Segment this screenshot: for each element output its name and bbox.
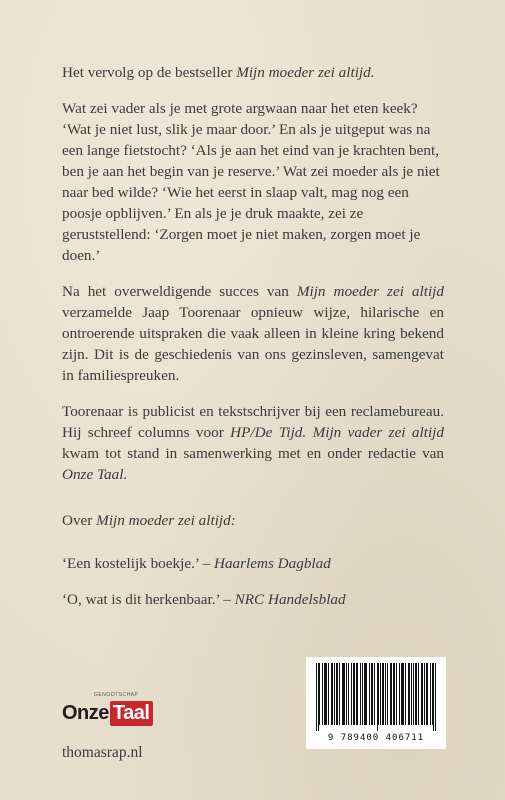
barcode-bar [374, 663, 375, 725]
barcode-bar [326, 663, 327, 725]
barcode-bar [353, 663, 354, 725]
barcode-bar [424, 663, 425, 725]
quote-source: Haarlems Dagblad [213, 555, 331, 572]
barcode-bar [409, 663, 410, 725]
barcode-bar [318, 663, 319, 731]
logo-onze: Onze [62, 702, 109, 724]
barcode-bar [331, 663, 332, 725]
barcode-bar [324, 663, 325, 725]
paragraph-1: Wat zei vader als je met grote argwaan naar het eten keek? ‘Wat je niet lust, slik je maar door.’ En als je uitgeput was na een lange fietstocht? ‘Als je aan het eind van je krachten bent, ben je aan het begin van je reserve.’ Wat zei moeder als je niet naar bed wilde? ‘Wie het eerst in slaap valt, mag nog een poosje opblijven.’ En als je je druk maakte, zei ze geruststellend: ‘Zorgen moet je niet maken, zorgen moet je doen.’ [62, 100, 440, 264]
review-quote [62, 553, 444, 574]
barcode-bar [364, 663, 365, 725]
barcode-bar [427, 663, 428, 725]
barcode-bar [433, 663, 434, 731]
barcode-bar [356, 663, 357, 725]
barcode-bar [418, 663, 419, 725]
barcode-bar [380, 663, 381, 725]
barcode-box [306, 657, 446, 749]
barcode-bar [393, 663, 394, 725]
barcode-bar [413, 663, 414, 725]
barcode-bar [402, 663, 403, 725]
intro-lead: Het vervolg op de bestseller [62, 64, 237, 81]
barcode-bar [332, 663, 333, 725]
barcode-bar [342, 663, 343, 725]
logo-small-text: GENOOTSCHAP [94, 692, 139, 698]
barcode-bar [369, 663, 370, 725]
p2-title: Mijn moeder zei altijd [296, 283, 444, 300]
p3-middle: kwam tot stand in samenwerking met en onder redactie van [62, 445, 444, 462]
barcode-icon [314, 663, 438, 731]
barcode-bar [354, 663, 355, 725]
barcode-bar [343, 663, 344, 725]
barcode-bar [382, 663, 383, 725]
barcode-bar [416, 663, 417, 725]
barcode-bar [390, 663, 391, 725]
barcode-bar [421, 663, 422, 725]
barcode-bar [371, 663, 372, 725]
paragraph-2 [62, 281, 444, 386]
barcode-bar [322, 663, 323, 725]
quote-text: ‘Een kostelijk boekje.’ – [62, 555, 214, 572]
barcode-bar [348, 663, 349, 725]
intro-title: Mijn moeder zei altijd. [236, 64, 375, 81]
p3-before: Toorenaar is publicist en tekstschrijver bij een reclamebureau. Hij schreef columns voor [62, 403, 444, 441]
p2-after: verzamelde Jaap Toorenaar opnieuw wijze, hilarische en ontroerende uitspraken die vaak alleen in kleine kring bekend zijn. Dit is de geschiedenis van ons gezinsleven, samengevat in familiespreuken. [62, 304, 444, 384]
about-title: Mijn moeder zei altijd: [96, 512, 236, 529]
barcode-bar [422, 663, 423, 725]
back-cover-text [62, 62, 444, 625]
barcode-bar [360, 663, 361, 725]
p3-book: Mijn vader zei altijd [312, 424, 444, 441]
barcode-bar [432, 663, 433, 725]
barcode-bar [316, 663, 317, 731]
barcode-bar [415, 663, 416, 725]
barcode-bar [399, 663, 400, 725]
barcode-bar [319, 663, 320, 725]
barcode-bar [403, 663, 404, 725]
barcode-bar [385, 663, 386, 725]
barcode-bar [337, 663, 338, 725]
barcode-bar [325, 663, 326, 725]
barcode-bar [357, 663, 358, 725]
barcode-bar [372, 663, 373, 725]
about-lead: Over [62, 512, 97, 529]
p3-org: Onze Taal. [62, 466, 128, 483]
quote-source: NRC Handelsblad [234, 591, 346, 608]
barcode-bar [391, 663, 392, 725]
intro-line [62, 62, 444, 83]
barcode-bar [401, 663, 402, 725]
barcode-bar [351, 663, 352, 725]
barcode-bar [346, 663, 347, 725]
review-quote [62, 589, 444, 610]
barcode-bar [378, 663, 379, 725]
about-line [62, 510, 444, 531]
barcode-bar [394, 663, 395, 725]
barcode-bar [430, 663, 431, 725]
p2-before: Na het overweldigende succes van [62, 283, 297, 300]
barcode-bar [328, 663, 329, 725]
publisher-website: thomasrap.nl [62, 744, 143, 761]
barcode-bar [426, 663, 427, 725]
barcode-bar [377, 663, 378, 731]
barcode-bar [334, 663, 335, 725]
barcode-bar [339, 663, 340, 725]
onze-taal-logo [62, 692, 153, 726]
barcode-bar [405, 663, 406, 725]
barcode-bar [396, 663, 397, 725]
barcode-bar [435, 663, 436, 731]
barcode-bar [408, 663, 409, 725]
barcode-bar [344, 663, 345, 725]
barcode-bar [362, 663, 363, 725]
logo-taal: Taal [110, 701, 154, 726]
barcode-bar [366, 663, 367, 725]
p3-magazine: HP/De Tijd. [230, 424, 307, 441]
barcode-bar [387, 663, 388, 725]
quote-text: ‘O, wat is dit herkenbaar.’ – [62, 591, 235, 608]
barcode-bar [411, 663, 412, 725]
barcode-bar [365, 663, 366, 725]
barcode-bar [383, 663, 384, 725]
barcode-bar [336, 663, 337, 725]
paragraph-3 [62, 401, 444, 485]
barcode-number: 9 789400 406711 [327, 733, 425, 743]
